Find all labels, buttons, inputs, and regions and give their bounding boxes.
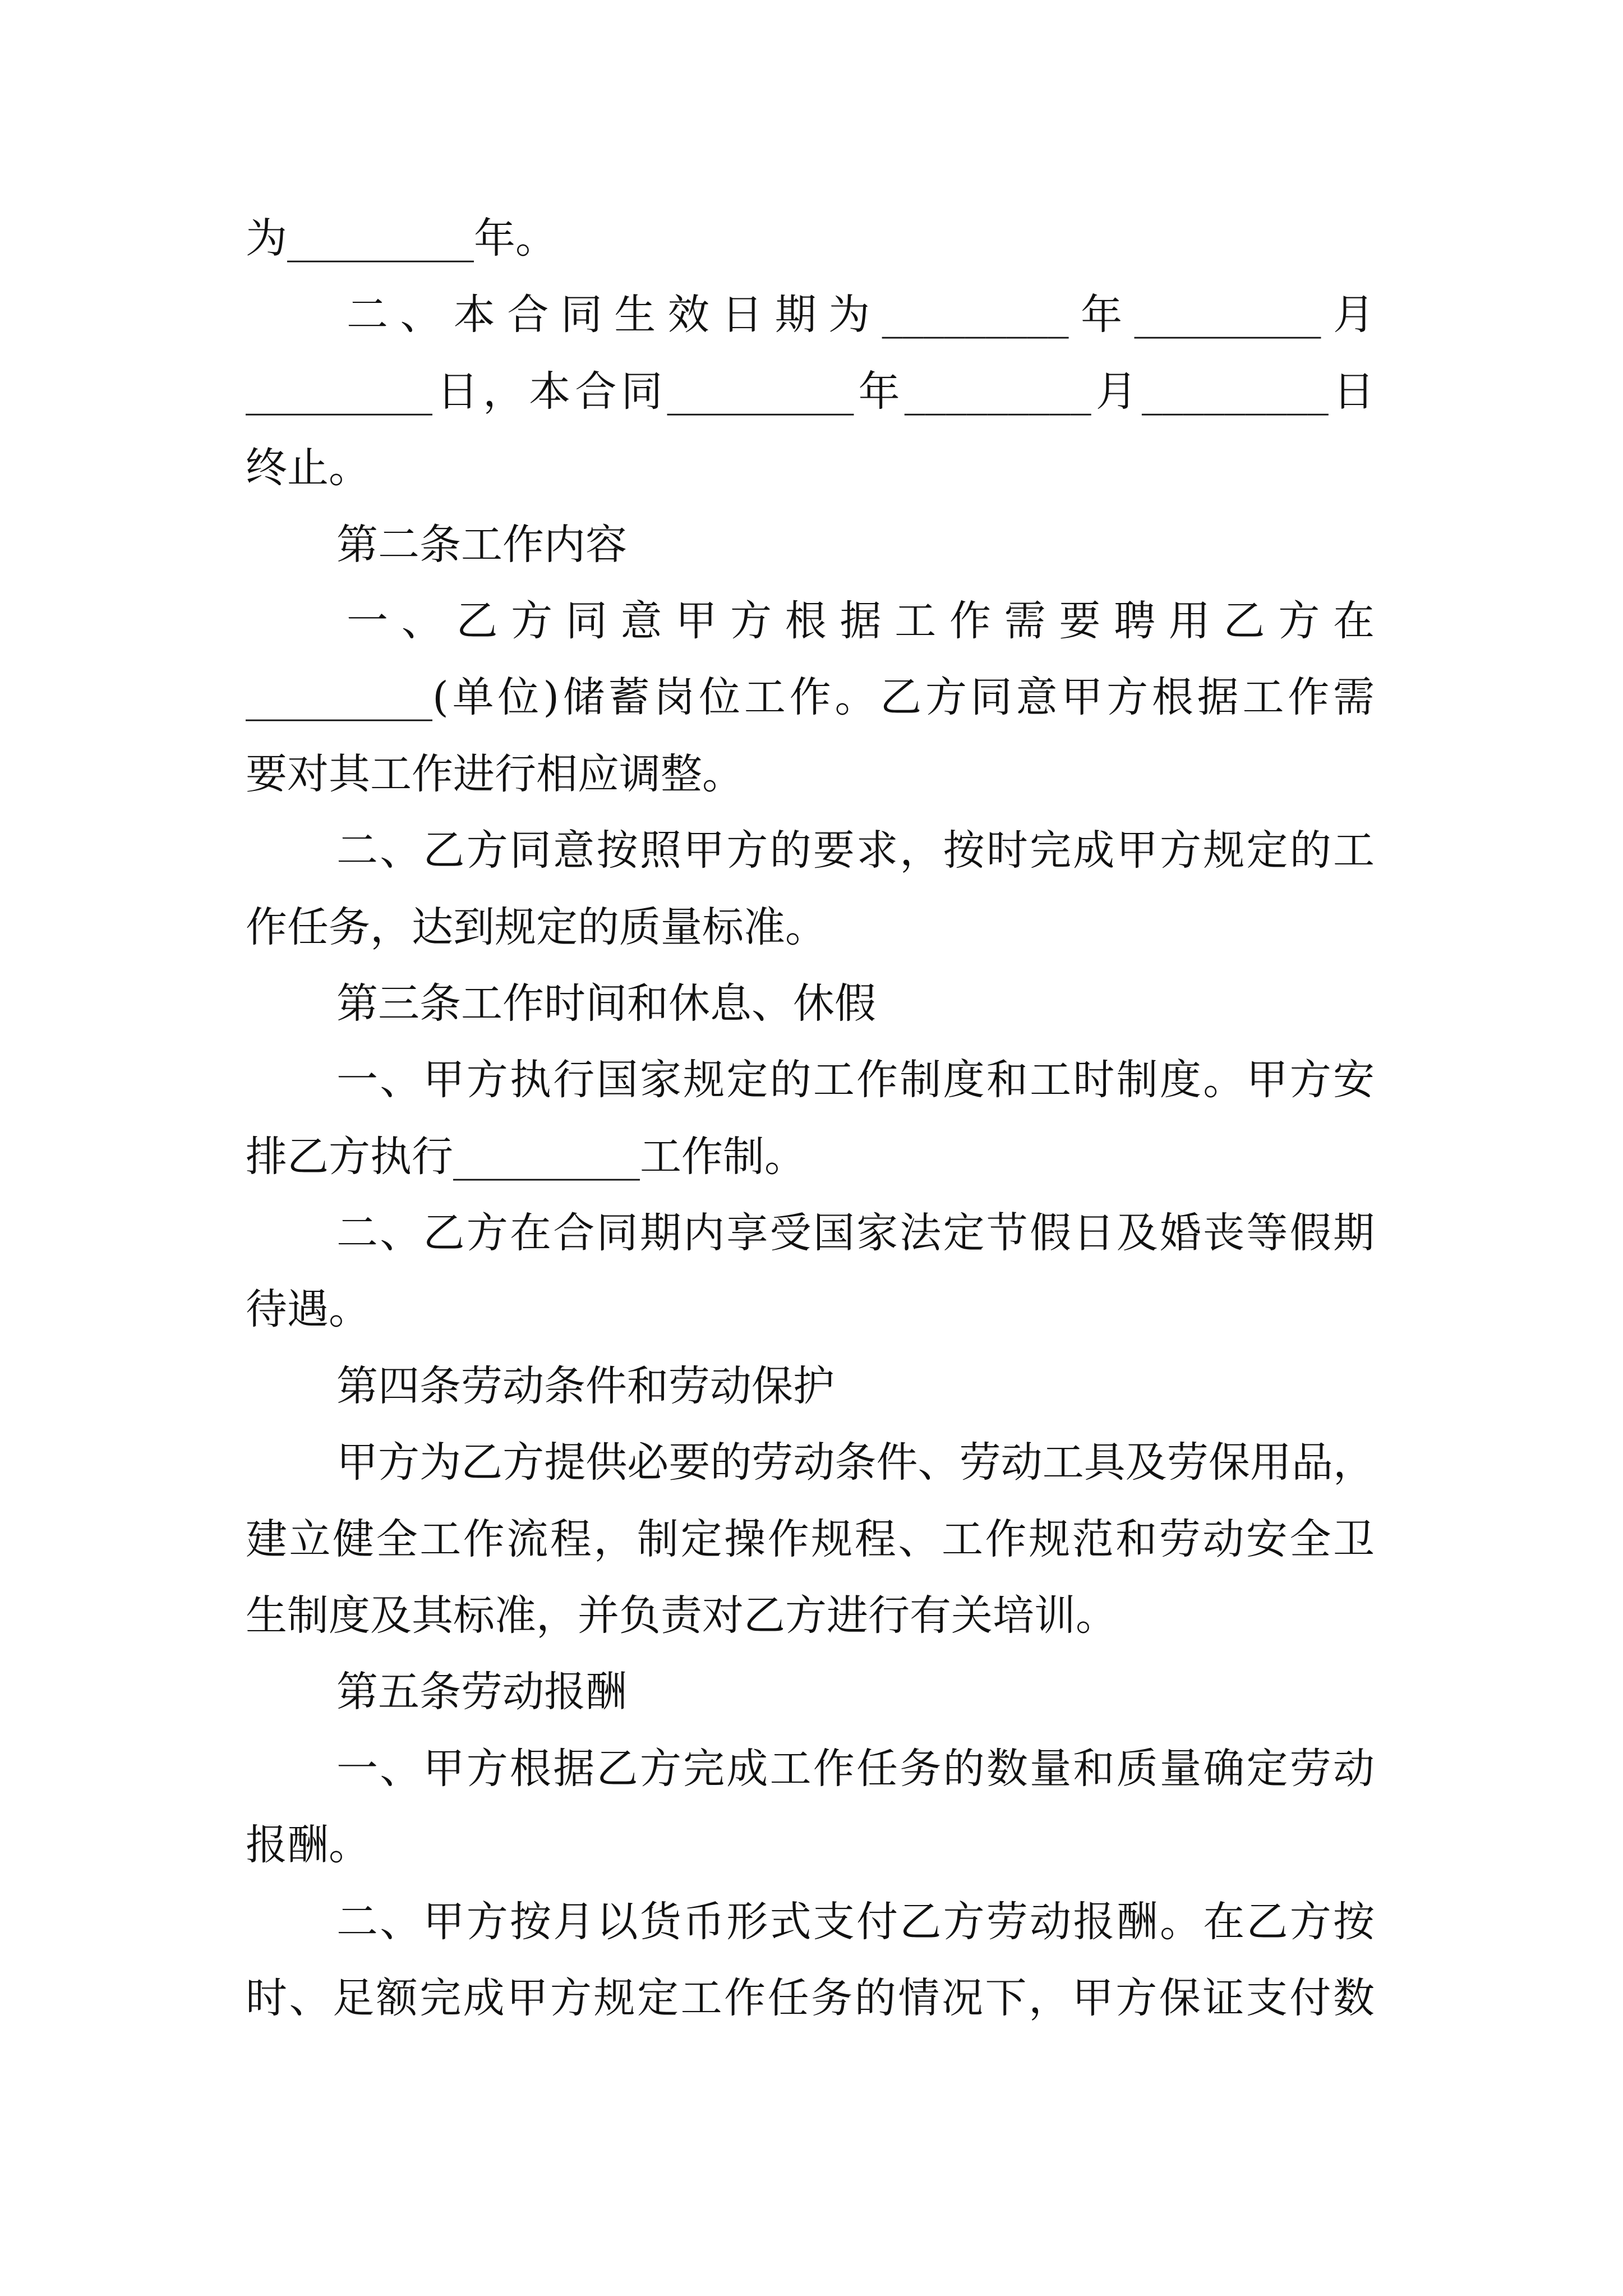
article-heading-4: 第四条劳动条件和劳动保护 <box>336 1361 834 1410</box>
working-hours-clause-1-end: 排乙方执行_________工作制。 <box>246 1132 806 1181</box>
remuneration-clause-2: 二、甲方按月以货币形式支付乙方劳动报酬。在乙方按 <box>336 1897 1375 1946</box>
work-content-clause-2: 二、乙方同意按照甲方的要求，按时完成甲方规定的工 <box>336 826 1375 875</box>
working-hours-clause-2: 二、乙方在合同期内享受国家法定节假日及婚丧等假期 <box>336 1209 1375 1258</box>
article-heading-3: 第三条工作时间和休息、休假 <box>336 979 876 1028</box>
effective-date-clause-cont: _________日，本合同_________年_________月_________日 <box>246 367 1375 416</box>
remuneration-clause-1-end: 报酬。 <box>246 1821 370 1870</box>
work-content-clause-1: 一、乙方同意甲方根据工作需要聘用乙方在 <box>347 596 1375 645</box>
effective-date-clause: 二、本合同生效日期为_________年_________月 <box>347 291 1375 339</box>
work-content-clause-1-end: 要对其工作进行相应调整。 <box>246 749 744 798</box>
contract-body <box>246 200 1375 2036</box>
article-heading-5: 第五条劳动报酬 <box>336 1668 627 1717</box>
work-content-clause-2-end: 作任务，达到规定的质量标准。 <box>246 903 827 951</box>
labor-conditions-clause-cont: 建立健全工作流程，制定操作规程、工作规范和劳动安全卫 <box>246 1515 1375 1563</box>
labor-conditions-clause: 甲方为乙方提供必要的劳动条件、劳动工具及劳保用品， <box>336 1438 1375 1487</box>
labor-conditions-clause-end: 生制度及其标准，并负责对乙方进行有关培训。 <box>246 1591 1117 1640</box>
effective-date-clause-end: 终止。 <box>246 444 370 493</box>
remuneration-clause-2-cont: 时、足额完成甲方规定工作任务的情况下，甲方保证支付数 <box>246 1973 1375 2022</box>
article-heading-2: 第二条工作内容 <box>336 520 627 569</box>
working-hours-clause-1: 一、甲方执行国家规定的工作制度和工时制度。甲方安 <box>336 1056 1375 1105</box>
work-content-clause-1-cont: _________(单位)储蓄岗位工作。乙方同意甲方根据工作需 <box>246 673 1375 722</box>
working-hours-clause-2-end: 待遇。 <box>246 1285 370 1334</box>
remuneration-clause-1: 一、甲方根据乙方完成工作任务的数量和质量确定劳动 <box>336 1744 1375 1793</box>
contract-term-continuation: 为_________年。 <box>246 214 557 263</box>
